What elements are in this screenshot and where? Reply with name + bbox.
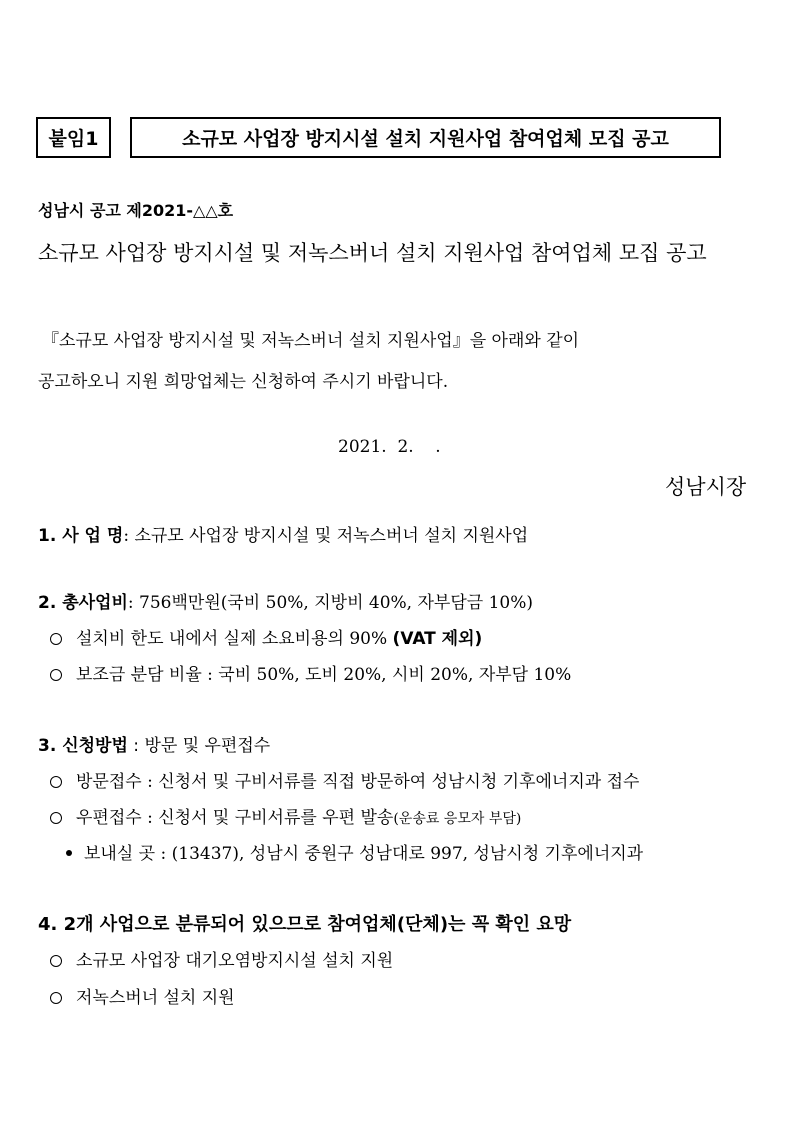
section-2-item-2-text: 보조금 분담 비율 : 국비 50%, 도비 20%, 시비 20%, 자부담 10%: [76, 665, 572, 685]
issuer: 성남시장: [665, 475, 747, 499]
section-3-text: : 방문 및 우편접수: [127, 736, 271, 756]
section-4-item-2-text: 저녹스버너 설치 지원: [76, 988, 235, 1008]
section-3-item-1-text: 방문접수 : 신청서 및 구비서류를 직접 방문하여 성남시청 기후에너지과 접수: [76, 772, 640, 792]
circle-bullet-icon: [50, 812, 62, 824]
notice-date: 2021. 2. .: [338, 437, 441, 457]
section-3-bullet-text: 보내실 곳 : (13437), 성남시 중원구 성남대로 997, 성남시청 기후에너지과: [84, 844, 644, 864]
dot-bullet-icon: [66, 850, 72, 856]
section-1-text: : 소규모 사업장 방지시설 및 저녹스버너 설치 지원사업: [123, 526, 529, 546]
section-3-bullet: [66, 839, 643, 864]
header-title: 소규모 사업장 방지시설 설치 지원사업 참여업체 모집 공고: [182, 128, 669, 150]
section-1: [38, 521, 528, 546]
section-3-item-1: [50, 767, 639, 792]
section-3-item-2-note: (운송료 응모자 부담): [393, 811, 522, 827]
circle-bullet-icon: [50, 992, 62, 1004]
section-2-text: : 756백만원(국비 50%, 지방비 40%, 자부담금 10%): [127, 593, 533, 613]
attachment-label-text: 붙임1: [48, 128, 99, 150]
circle-bullet-icon: [50, 955, 62, 967]
intro-line-2: 공고하오니 지원 희망업체는 신청하여 주시기 바랍니다.: [38, 372, 449, 392]
attachment-label: [36, 117, 111, 158]
section-2: [38, 588, 533, 613]
circle-bullet-icon: [50, 633, 62, 645]
circle-bullet-icon: [50, 669, 62, 681]
section-3-item-2-text: 우편접수 : 신청서 및 구비서류를 우편 발송: [76, 808, 394, 828]
section-2-item-2: [50, 660, 571, 685]
section-4-item-1-text: 소규모 사업장 대기오염방지시설 설치 지원: [76, 951, 394, 971]
section-4-heading: 4. 2개 사업으로 분류되어 있으므로 참여업체(단체)는 꼭 확인 요망: [38, 914, 572, 935]
section-4-item-2: [50, 983, 235, 1008]
section-3: [38, 731, 270, 756]
section-3-item-2: [50, 803, 521, 828]
section-1-heading: 1. 사 업 명: [38, 526, 124, 546]
circle-bullet-icon: [50, 776, 62, 788]
section-2-item-1: [50, 624, 482, 649]
intro-line-1: 『소규모 사업장 방지시설 및 저녹스버너 설치 지원사업』을 아래와 같이: [42, 331, 580, 351]
header-title-box: [130, 117, 721, 158]
notice-number: 성남시 공고 제2021-△△호: [38, 201, 234, 220]
section-2-item-1-bold: (VAT 제외): [392, 629, 483, 649]
notice-title: 소규모 사업장 방지시설 및 저녹스버너 설치 지원사업 참여업체 모집 공고: [38, 241, 707, 265]
section-2-item-1-text: 설치비 한도 내에서 실제 소요비용의 90%: [76, 629, 393, 649]
section-3-heading: 3. 신청방법: [38, 736, 128, 756]
section-2-heading: 2. 총사업비: [38, 593, 128, 613]
section-4-item-1: [50, 946, 393, 971]
